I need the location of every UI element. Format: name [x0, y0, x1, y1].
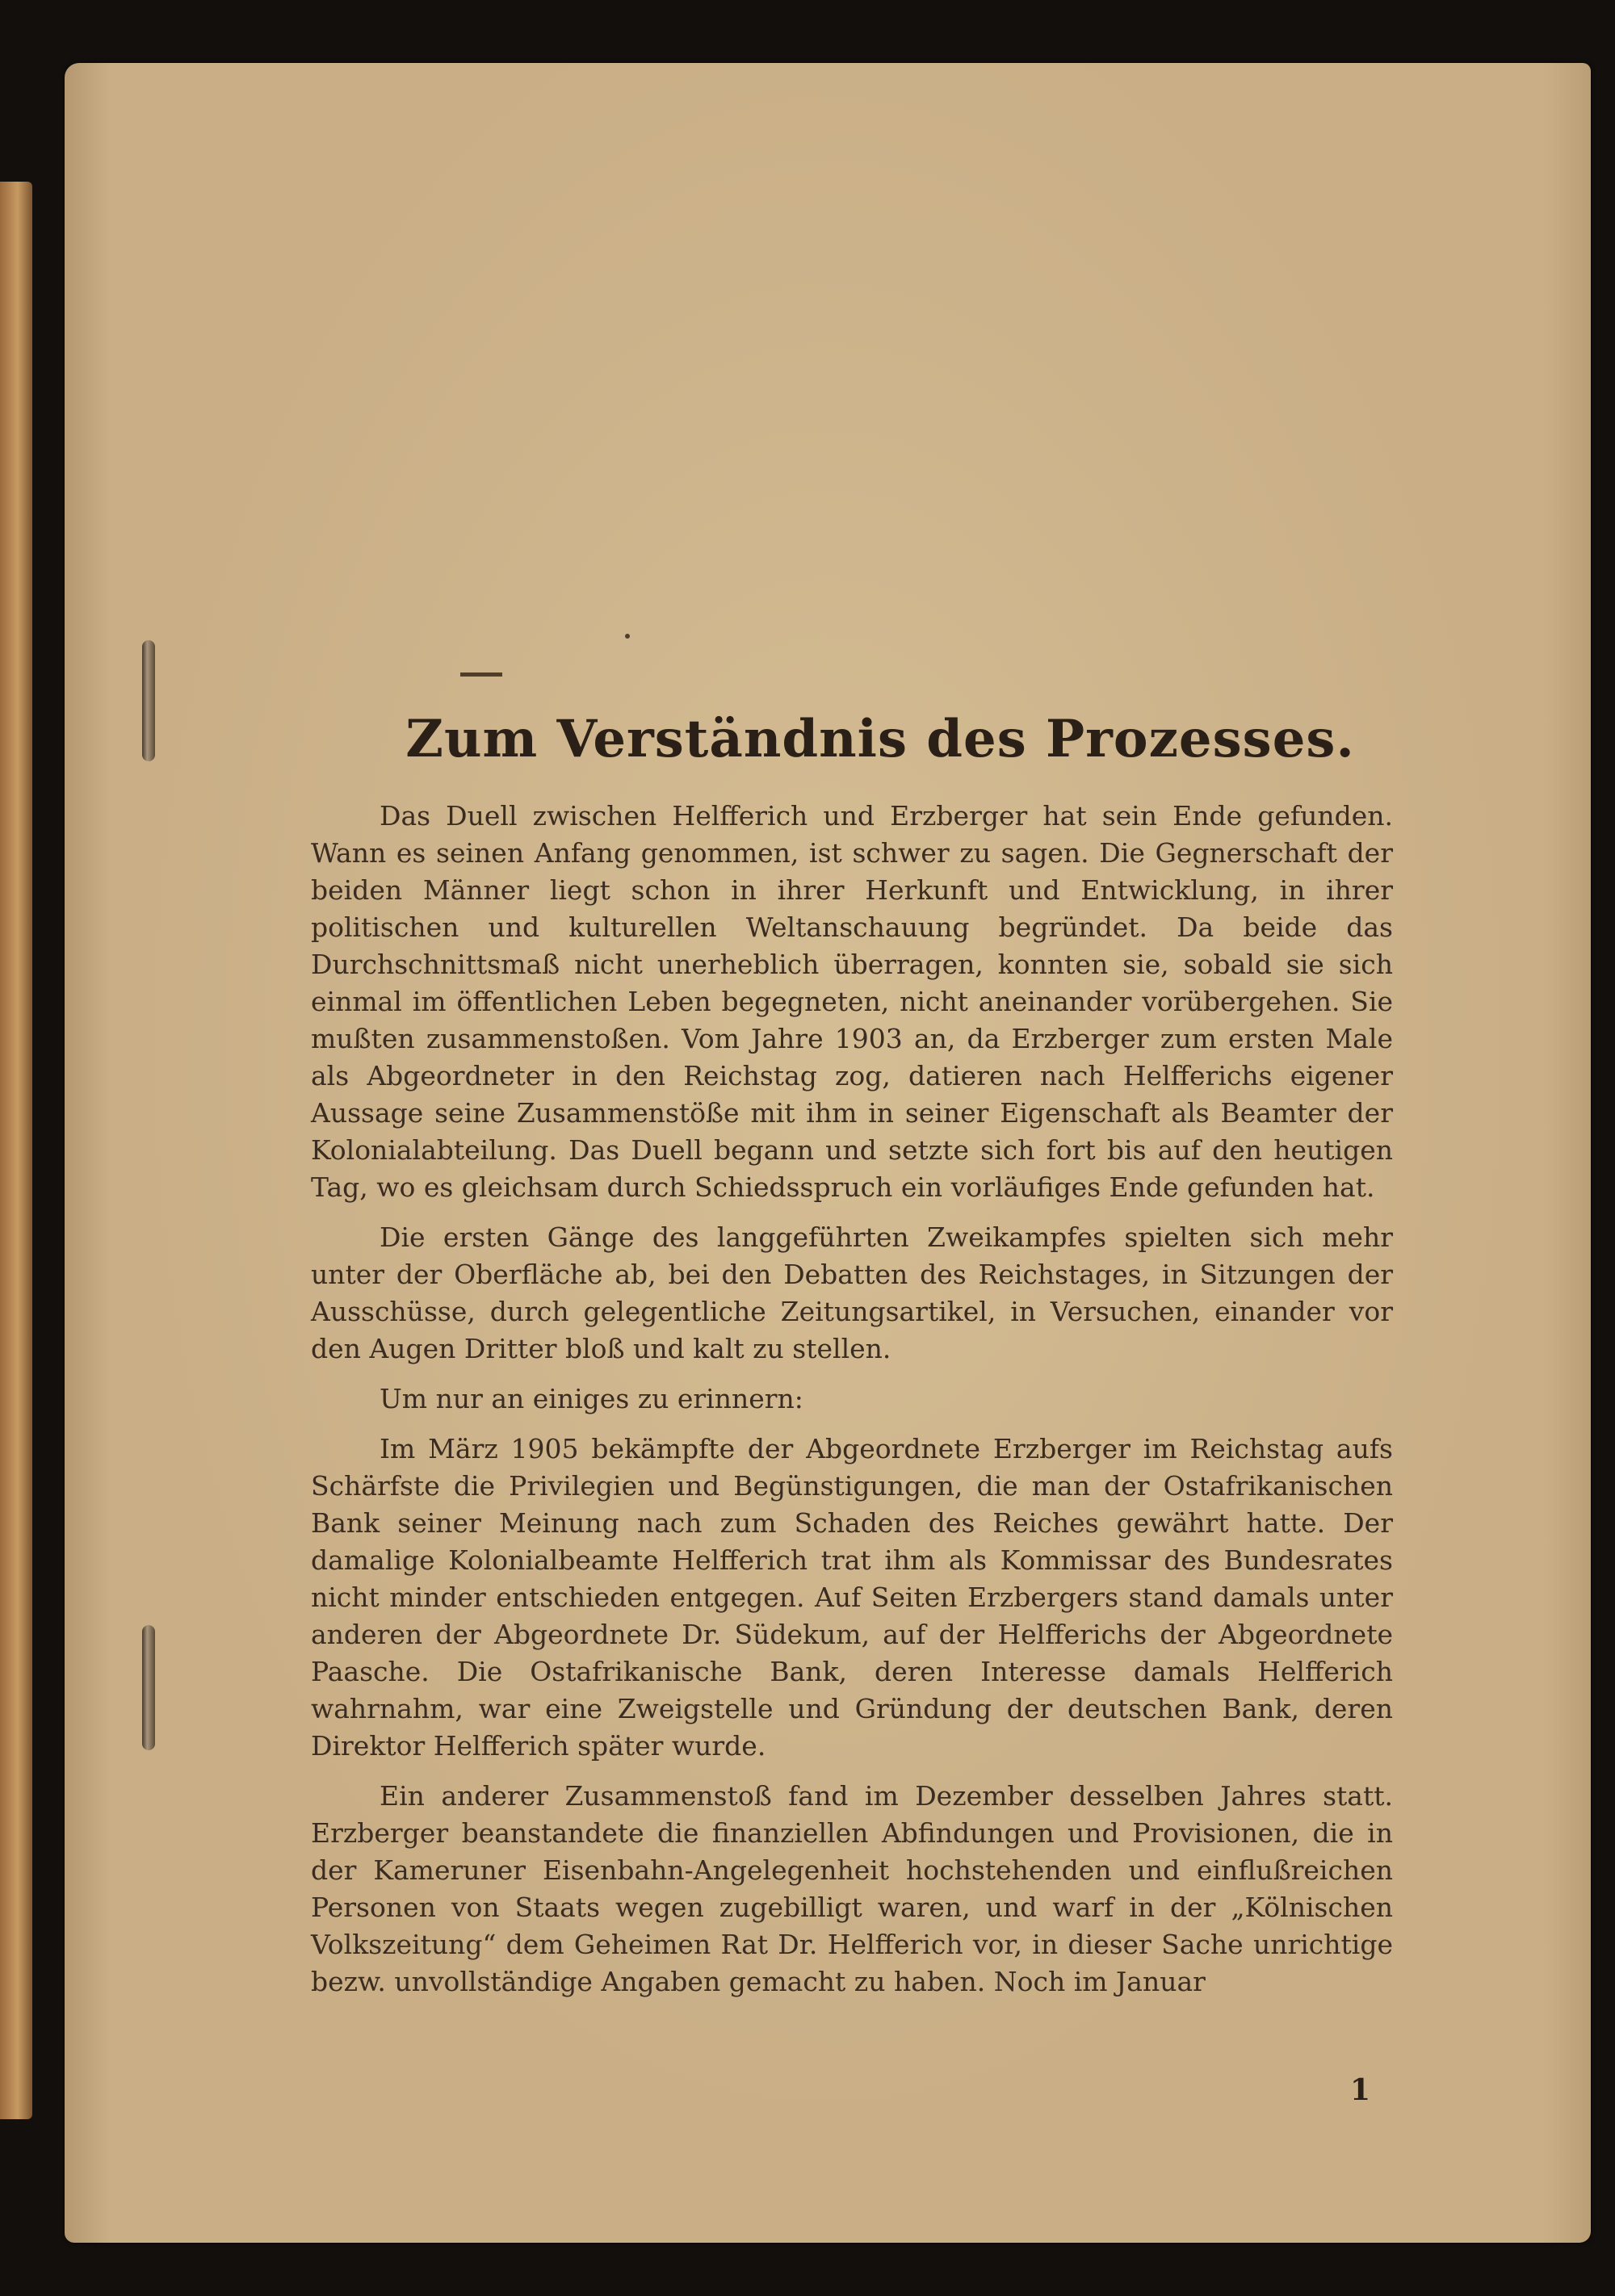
- paragraph-3: Um nur an einiges zu erinnern:: [380, 1383, 803, 1414]
- paragraph-1: Das Duell zwischen Helfferich und Erzberger hat sein Ende gefunden. Wann es seinen Anfang genommen, ist schwer zu sagen. Die Gegnerschaft der beiden Männer liegt schon in ihrer Herkunft und Entwicklung, in ihrer politischen und kulturellen Weltanschauung begründet. Da beide das Durchschnittsmaß nicht unerheblich überragen, konnten sie, sobald sie sich einmal im öffentlichen Leben begegneten, nicht aneinander vorübergehen. Sie mußten zusammenstoßen. Vom Jahre 1903 an, da Erzberger zum ersten Male als Abgeordneter in den Reichstag zog, datieren nach Helfferichs eigener Aussage seine Zusammenstöße mit ihm in seiner Eigenschaft als Beamter der Kolonialabteilung. Das Duell begann und setzte sich fort bis auf den heutigen Tag, wo es gleichsam durch Schiedsspruch ein vorläufiges Ende gefunden hat.: [311, 800, 1393, 1203]
- paragraph-2: Die ersten Gänge des langgeführten Zweikampfes spielten sich mehr unter der Oberfläche ab, bei den Debatten des Reichstages, in Sitzungen der Ausschüsse, durch gelegentliche Zeitungsartikel, in Versuchen, einander vor den Augen Dritter bloß und kalt zu stellen.: [311, 1221, 1393, 1364]
- body-text: [311, 798, 1393, 2013]
- page-title: Zum Verständnis des Prozesses.: [405, 709, 1355, 769]
- paper-sheet: [65, 63, 1591, 2243]
- ink-dot-mark: [625, 634, 630, 639]
- previous-page-edge: [0, 182, 32, 2119]
- page-number: 1: [1350, 2073, 1371, 2107]
- ink-dash-mark: [460, 672, 502, 677]
- paragraph-5: Ein anderer Zusammenstoß fand im Dezember desselben Jahres statt. Erzberger beanstandete die finanziellen Abfindungen und Provisionen, die in der Kameruner Eisenbahn-Angelegenheit hochstehenden und einflußreichen Personen von Staats wegen zugebilligt waren, und warf in der „Kölnischen Volkszeitung“ dem Geheimen Rat Dr. Helfferich vor, in dieser Sache unrichtige bezw. unvollständige Angaben gemacht zu haben. Noch im Januar: [311, 1780, 1393, 1997]
- staple-top: [142, 640, 155, 761]
- staple-bottom: [142, 1625, 155, 1750]
- paragraph-4: Im März 1905 bekämpfte der Abgeordnete Erzberger im Reichstag aufs Schärfste die Privilegien und Begünstigungen, die man der Ostafrikanischen Bank seiner Meinung nach zum Schaden des Reiches gewährt hatte. Der damalige Kolonialbeamte Helfferich trat ihm als Kommissar des Bundesrates nicht minder entschieden entgegen. Auf Seiten Erzbergers stand damals unter anderen der Abgeordnete Dr. Südekum, auf der Helfferichs der Abgeordnete Paasche. Die Ostafrikanische Bank, deren Interesse damals Helfferich wahrnahm, war eine Zweigstelle und Gründung der deutschen Bank, deren Direktor Helfferich später wurde.: [311, 1433, 1393, 1762]
